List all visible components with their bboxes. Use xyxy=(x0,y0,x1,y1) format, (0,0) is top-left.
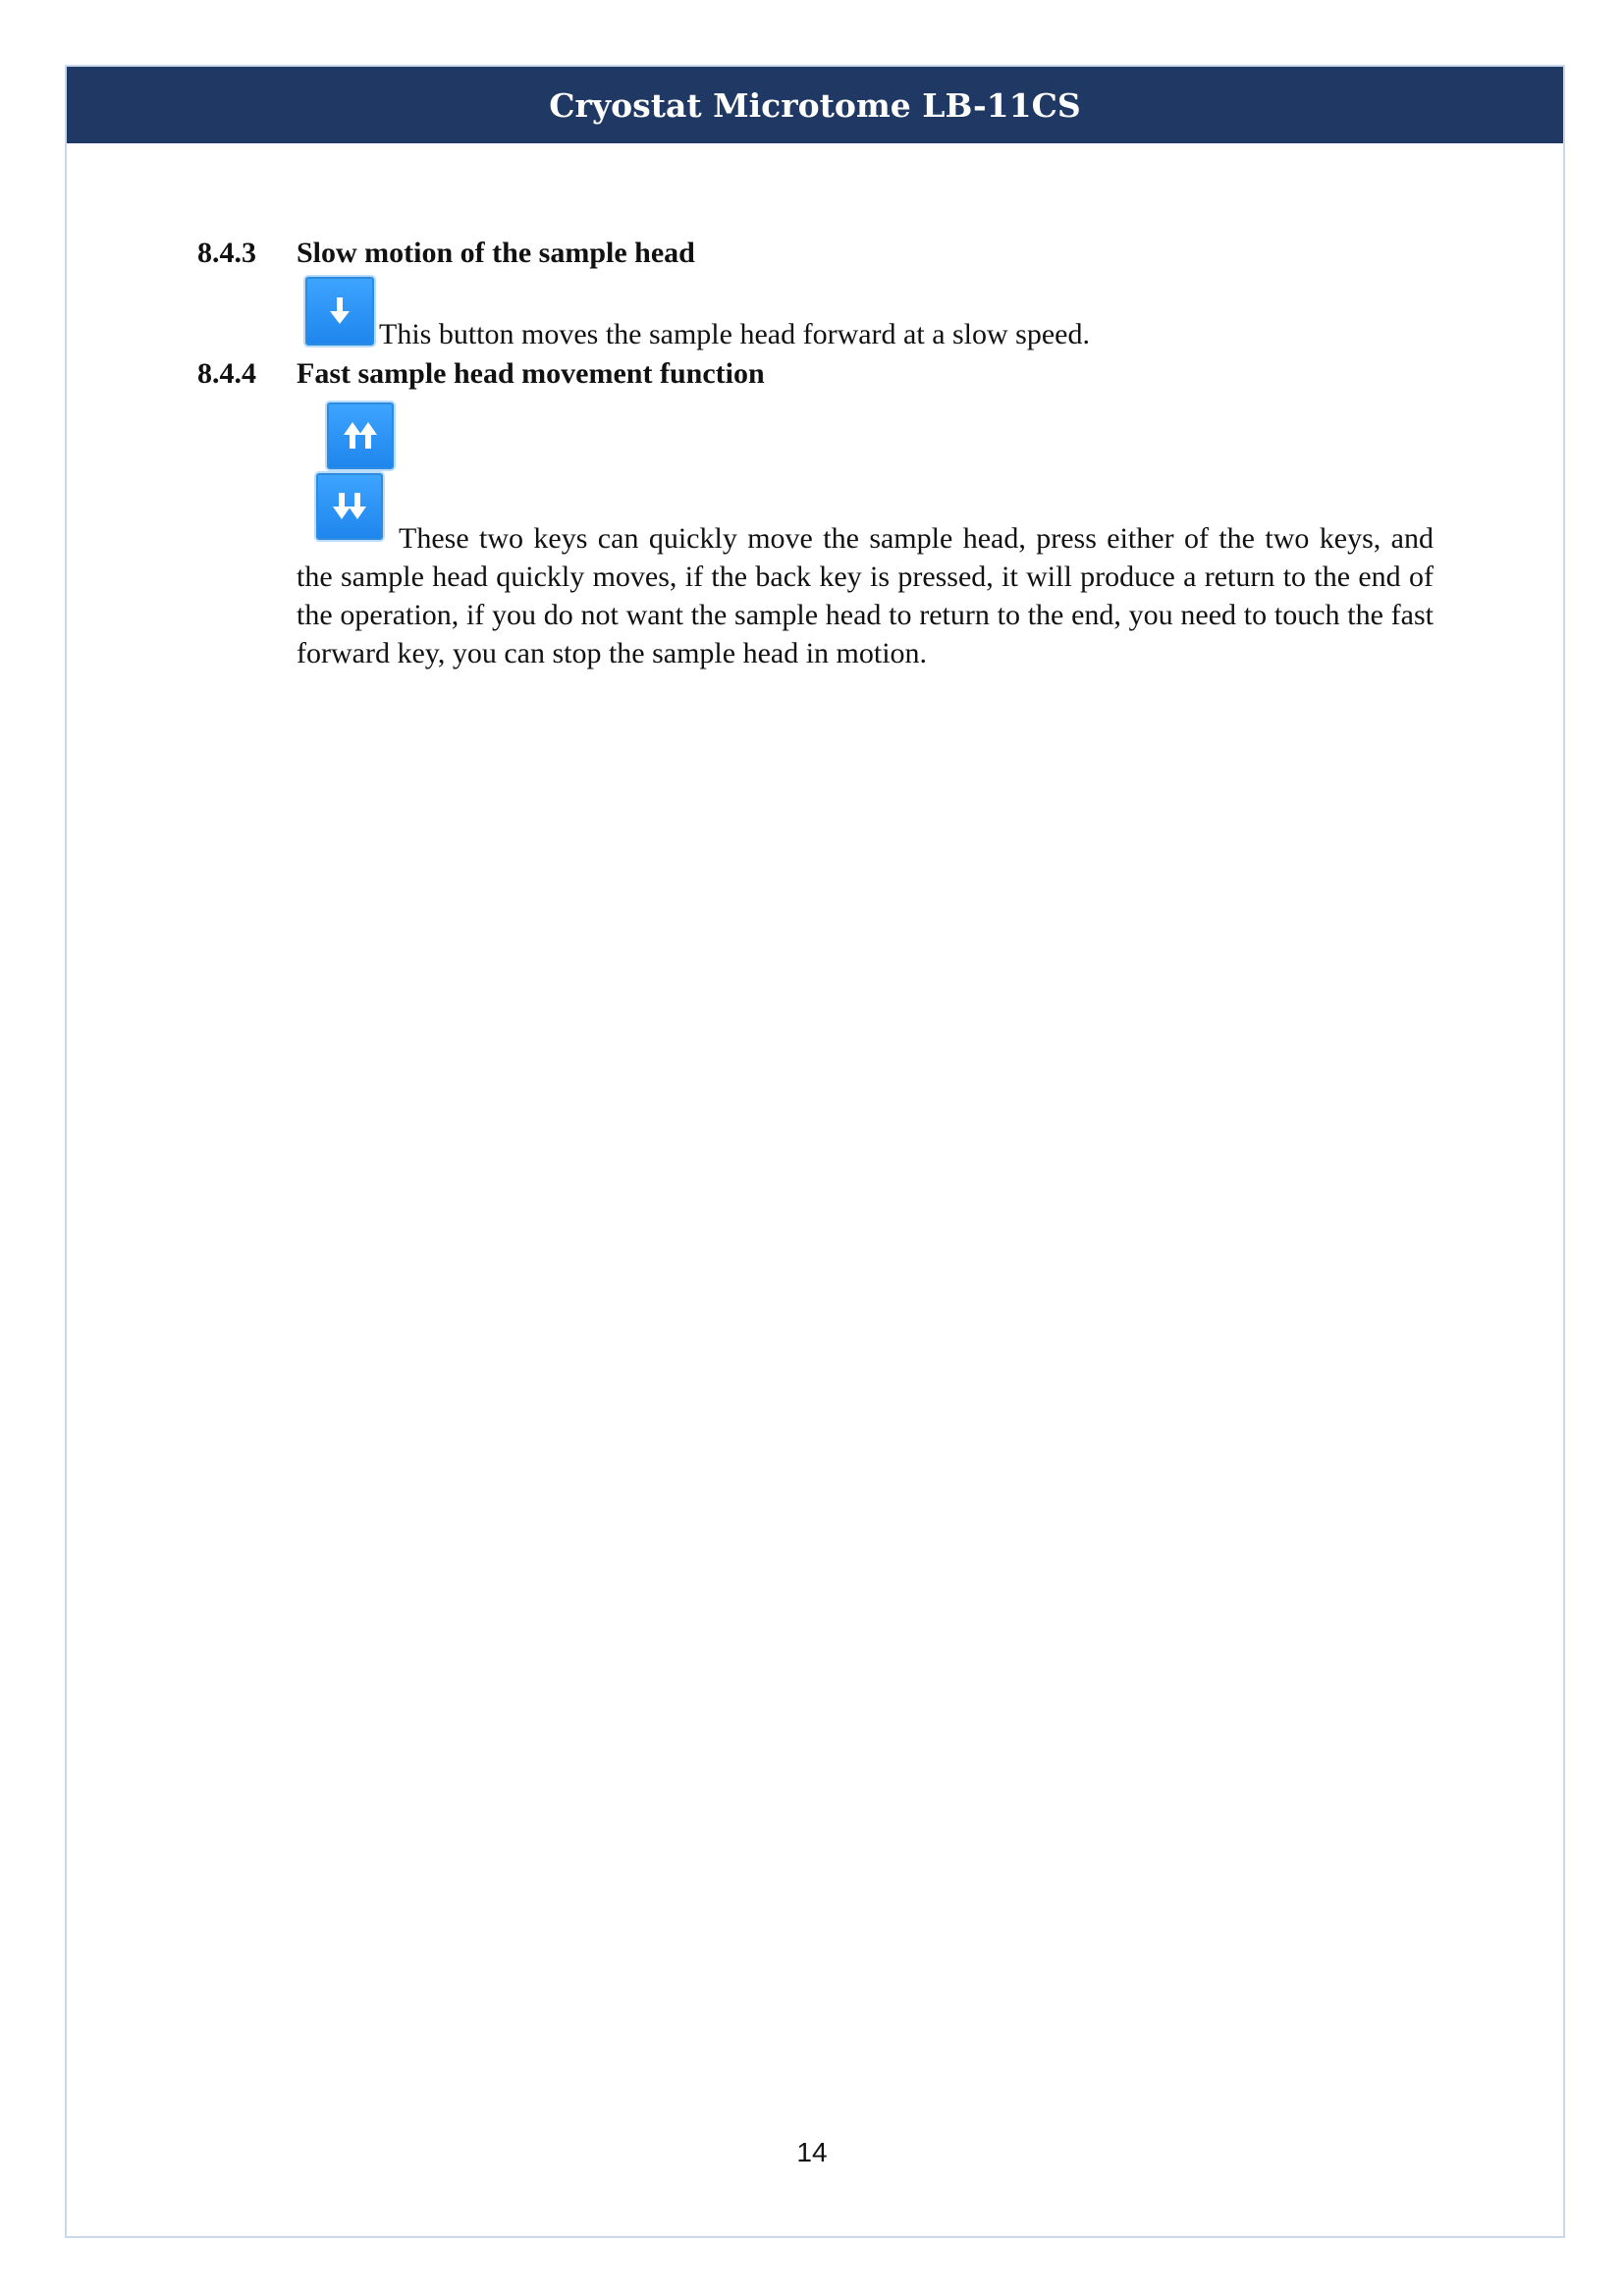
fast-movement-text: These two keys can quickly move the sample head, press either of the two keys, and the sample head quickly moves, if the back key is pressed, it will produce a return to the end of the operation, if you do not want the sample head to return to the end, you need to touch the fast forward key, you can stop the sample head in motion. xyxy=(297,522,1434,669)
section-title: Slow motion of the sample head xyxy=(297,237,695,269)
page-number: 14 xyxy=(796,2137,828,2167)
section-number: 8.4.3 xyxy=(197,237,256,269)
section-title: Fast sample head movement function xyxy=(297,357,765,390)
section-heading-8-4-3 xyxy=(197,237,695,270)
slow-motion-description: This button moves the sample head forward at a slow speed. xyxy=(379,318,1090,350)
double-up-arrow-key-icon xyxy=(327,402,394,469)
down-arrow-key-icon xyxy=(305,277,374,346)
fast-movement-description xyxy=(297,519,1434,672)
section-number: 8.4.4 xyxy=(197,357,256,390)
document-header xyxy=(67,67,1563,143)
document-title: Cryostat Microtome LB-11CS xyxy=(549,85,1081,125)
section-heading-8-4-4 xyxy=(197,357,765,391)
page-frame xyxy=(65,65,1565,2238)
